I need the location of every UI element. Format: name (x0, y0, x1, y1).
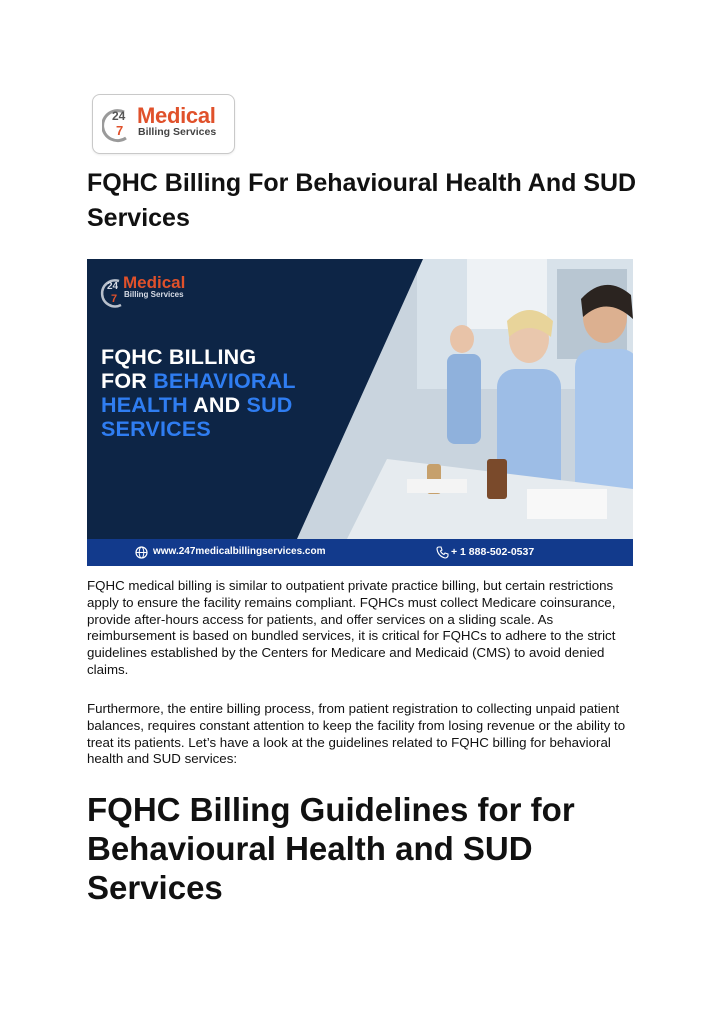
company-logo (92, 94, 235, 154)
headline-line-1: FQHC BILLING (101, 345, 257, 369)
logo-24-7-icon (102, 103, 136, 145)
logo-brand: Medical (137, 103, 216, 128)
phone-icon (436, 546, 449, 559)
website-link[interactable]: www.247medicalbillingservices.com (153, 546, 326, 557)
hero-headline (101, 345, 381, 441)
contact-bar (87, 539, 633, 566)
hero-banner (87, 259, 633, 566)
headline-line-2: FOR BEHAVIORAL (101, 369, 296, 393)
logo-tagline: Billing Services (138, 126, 217, 138)
headline-line-4: SERVICES (101, 417, 211, 441)
section-heading: FQHC Billing Guidelines for for Behavioural Health and SUD Services (87, 791, 575, 906)
svg-text:24: 24 (107, 281, 119, 292)
phone-number[interactable]: + 1 888-502-0537 (451, 546, 535, 558)
paragraph-2: Furthermore, the entire billing process, from patient registration to collecting unpaid patient balances, requires constant attention to keep the facility from losing revenue or the ability to treat its patients. Let’s have a look at the guidelines related to FQHC billing for behavioral health and SUD services: (87, 701, 626, 767)
globe-icon (135, 546, 148, 559)
svg-text:24: 24 (112, 109, 126, 123)
paragraph-1: FQHC medical billing is similar to outpatient private practice billing, but certain restrictions apply to ensure the facility remains compliant. FQHCs must collect Medicare coinsurance, provide after-hours access for patients, and offer services on a sliding scale. As reimbursement is based on bundled services, it is critical for FQHCs to adhere to the strict guidelines established by the Centers for Medicare and Medicaid (CMS) to avoid denied claims. (87, 578, 616, 677)
hero-logo-tagline: Billing Services (124, 290, 184, 299)
svg-text:7: 7 (116, 123, 124, 138)
page-title: FQHC Billing For Behavioural Health And SUD Services (87, 169, 637, 232)
svg-text:7: 7 (111, 293, 118, 305)
hero-logo-brand: Medical (123, 273, 186, 292)
headline-line-3: HEALTH AND SUD (101, 393, 293, 417)
